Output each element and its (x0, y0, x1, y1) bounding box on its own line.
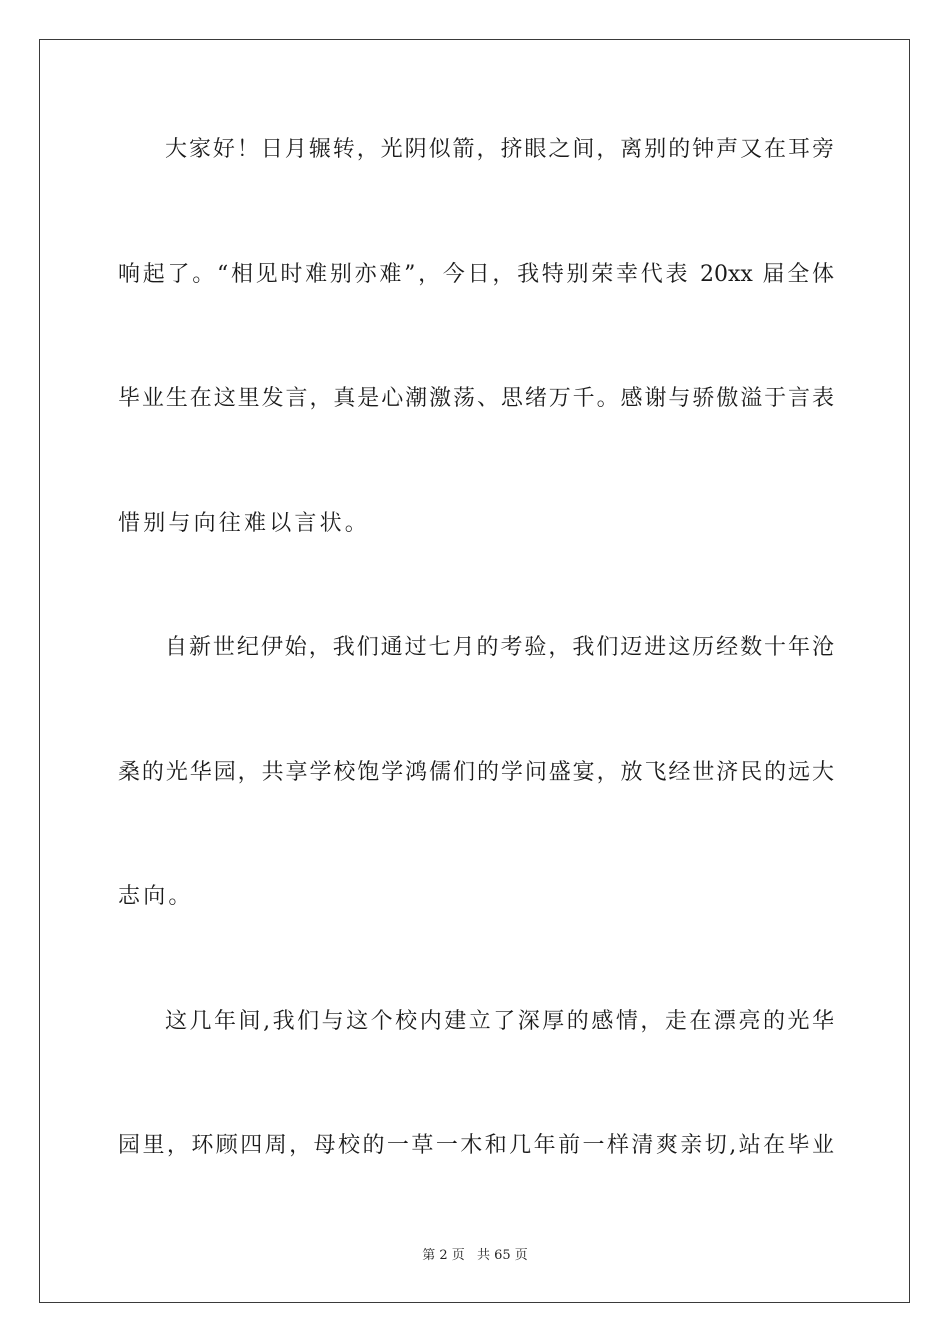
page-number: 第 2 页 (422, 1248, 465, 1263)
paragraph-2-line-2: 桑的光华园，共享学校饱学鸿儒们的学问盛宴，放飞经世济民的远大 (118, 760, 834, 785)
paragraph-1-line-1: 大家好！日月辗转，光阴似箭，挤眼之间，离别的钟声又在耳旁 (165, 137, 834, 162)
paragraph-3-line-1: 这几年间,我们与这个校内建立了深厚的感情，走在漂亮的光华 (165, 1009, 834, 1034)
paragraph-1-line-2: 响起了。“相见时难别亦难”，今日，我特别荣幸代表 20xx 届全体 (118, 262, 834, 287)
paragraph-1-line-3: 毕业生在这里发言，真是心潮激荡、思绪万千。感谢与骄傲溢于言表 (118, 386, 834, 411)
page-total: 共 65 页 (476, 1248, 528, 1263)
paragraph-2-line-1: 自新世纪伊始，我们通过七月的考验，我们迈进这历经数十年沧 (165, 635, 834, 660)
paragraph-2-line-3: 志向。 (118, 884, 194, 909)
paragraph-1-line-4: 惜别与向往难以言状。 (118, 511, 371, 536)
paragraph-3-line-2: 园里，环顾四周，母校的一草一木和几年前一样清爽亲切,站在毕业 (118, 1133, 834, 1158)
page-footer (0, 1248, 950, 1264)
page-frame (39, 39, 910, 1303)
